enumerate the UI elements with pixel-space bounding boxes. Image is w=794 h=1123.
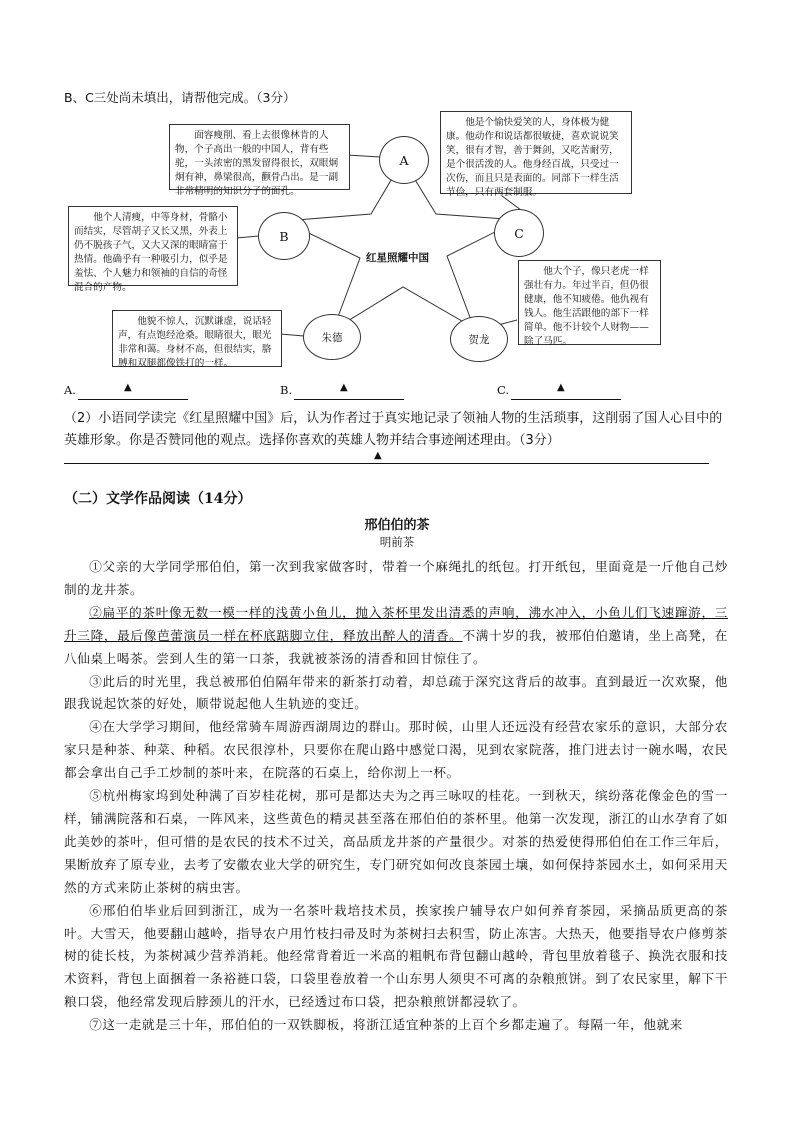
- connector-zhude: [280, 334, 304, 336]
- section-heading: （二）文学作品阅读（14分）: [64, 491, 252, 507]
- paragraph-4: ④在大学学习期间，他经常骑车周游西湖周边的群山。那时候，山里人还远没有经营农家乐的意识，大部分农家只是种茶、种菜、种稻。农民很淳朴，只要你在爬山路中感觉口渴，见到农家院落，推门进去讨一碗水喝，农民都会拿出自己手工炒制的茶叶来，在院落的石桌上，给你沏上一杯。: [64, 719, 728, 781]
- question-2: （2）小语同学读完《红星照耀中国》后，认为作者过于真实地记录了领袖人物的生活琐事，这削弱了国人心目中的英雄形象。你是否赞同他的观点。选择你喜欢的英雄人物并结合事迹阐述理由。（3分）: [64, 411, 723, 448]
- node-c: C: [494, 209, 544, 257]
- description-box-a: 面容瘦削、看上去很像林肯的人物，个子高出一般的中国人，背有些驼，一头浓密的黑发留得很长，双眼炯炯有神，鼻梁很高，颧骨凸出。是一副非常精明的知识分子的面孔。: [169, 124, 350, 190]
- character-star-diagram: [0, 0, 794, 400]
- paragraph-2-rest: 不满十岁的我，被邢伯伯邀请，坐上高凳，在八仙桌上喝茶。尝到人生的第一口茶，我就被茶汤的清香和回甘惊住了。: [64, 627, 729, 666]
- triangle-icon: ▲: [340, 382, 348, 393]
- question-intro: B、C三处尚未填出，请帮他完成。（3分）: [64, 90, 296, 105]
- description-box-zhude: 他貌不惊人，沉默谦虚，说话轻声，有点饱经沧桑。眼睛很大，眼光非常和蔼。身材不高，但很结实，胳膊和双腿都像铁打的一样。: [112, 310, 282, 367]
- blank-label: C.: [497, 383, 510, 397]
- article-author: 明前茶: [379, 535, 415, 549]
- paragraph-1: ①父亲的大学同学邢伯伯，第一次到我家做客时，带着一个麻绳扎的纸包。打开纸包，里面竟是一斤他自己炒制的龙井茶。: [64, 559, 728, 597]
- paragraph-7: ⑦这一走就是三十年，邢伯伯的一双铁脚板，将浙江适宜种茶的上百个乡都走遍了。每隔一年，他就来: [89, 1017, 683, 1033]
- triangle-icon: ▲: [557, 382, 565, 393]
- node-zhude: 朱德: [303, 314, 361, 360]
- description-box-b: 他个人清瘦，中等身材，骨骼小而结实，尽管胡子又长又黑，外表上仍不脱孩子气，又大又深的眼睛富于热情。他确乎有一种吸引力，似乎是羞怯、个人魅力和领袖的自信的奇怪混合的产物。: [68, 206, 238, 286]
- answer-line[interactable]: [64, 463, 709, 464]
- answer-blanks: [64, 383, 704, 403]
- node-helong: 贺龙: [450, 316, 508, 362]
- diagram-center-label: 红星照耀中国: [366, 252, 429, 264]
- paragraph-6: ⑥邢伯伯毕业后回到浙江，成为一名茶叶栽培技术员，挨家挨户辅导农户如何养育茶园，采摘品质更高的茶叶。大雪天，他要翻山越岭，指导农户用竹枝扫帚及时为茶树扫去积雪，防止冻害。大热天，他要指导农户修剪茶树的徒长枝，为茶树减少营养消耗。他经常背着近一米高的粗帆布背包翻山越岭，背包里放着毯子、换洗衣服和技术资料，背包上面捆着一条裕裢口袋，口袋里卷放着一个山东男人须臾不可离的杂粮煎饼。到了农民家里，解下干粮口袋，他经常发现后脖颈儿的汗水，已经透过布口袋，把杂粮煎饼都浸软了。: [64, 902, 728, 1010]
- blank-c[interactable]: [497, 382, 565, 397]
- blank-underline: [294, 399, 404, 400]
- paragraph-2: [64, 602, 728, 671]
- triangle-icon: ▲: [374, 450, 382, 461]
- article-title: 邢伯伯的茶: [364, 518, 430, 533]
- blank-label: A.: [64, 383, 76, 397]
- underlined-passage: ②扁平的茶叶像无数一模一样的浅黄小鱼儿，抛入茶杯里发出清悉的声响，沸水冲入，小鱼儿们飞速蹿游，三升三降，最后像芭蕾演员一样在杯底踮脚立住，释放出醉人的清香。: [64, 604, 728, 643]
- blank-underline: [78, 399, 188, 400]
- blank-underline: [511, 399, 621, 400]
- paragraph-5: ⑤杭州梅家坞到处种满了百岁桂花树，那可是都达夫为之再三咏叹的桂花。一到秋天，缤纷落花像金色的雪一样，铺满院落和石桌，一阵风来，这些黄色的精灵甚至落在邢伯伯的茶杯里。他第一次发现，浙江的山水孕育了如此美妙的茶叶，但可惜的是农民的技术不过关，高品质龙井茶的产量很少。对茶的热爱使得邢伯伯在工作三年后，果断放弃了原专业，去考了安徽农业大学的研究生，专门研究如何改良茶园土壤，如何保持茶园水土，如何采用天然的方式来防止茶树的病虫害。: [64, 788, 728, 895]
- description-box-helong: 他大个子，像只老虎一样强壮有力。年过半百，但仍很健康，他不知疲倦。他仇视有钱人。他生活跟他的部下一样简单。他不计较个人财物——除了马匹。: [518, 260, 661, 345]
- blank-label: B.: [280, 383, 293, 397]
- blank-a[interactable]: [64, 382, 132, 397]
- node-b: B: [258, 212, 310, 260]
- triangle-icon: ▲: [124, 382, 132, 393]
- connector-a: [347, 155, 380, 157]
- node-a: A: [379, 136, 429, 184]
- blank-b[interactable]: [280, 382, 348, 397]
- paragraph-3: ③此后的时光里，我总被邢伯伯隔年带来的新茶打动着，却总疏于深究这背后的故事。直到最近一次欢聚，他跟我说起饮茶的好处，顺带说起他人生轨迹的变迁。: [64, 673, 728, 712]
- description-box-c: 他是个愉快爱笑的人，身体极为健康。他动作和说话都很敏捷，喜欢说说笑笑，很有才智，善于舞剑，又吃苦耐劳，是个很活泼的人。他身经百战，只受过一次伤，而且只是表面的。同部下一样生活节俭，只有两套制服。: [440, 111, 632, 194]
- article-body: [64, 556, 728, 1037]
- connector-b: [236, 236, 259, 238]
